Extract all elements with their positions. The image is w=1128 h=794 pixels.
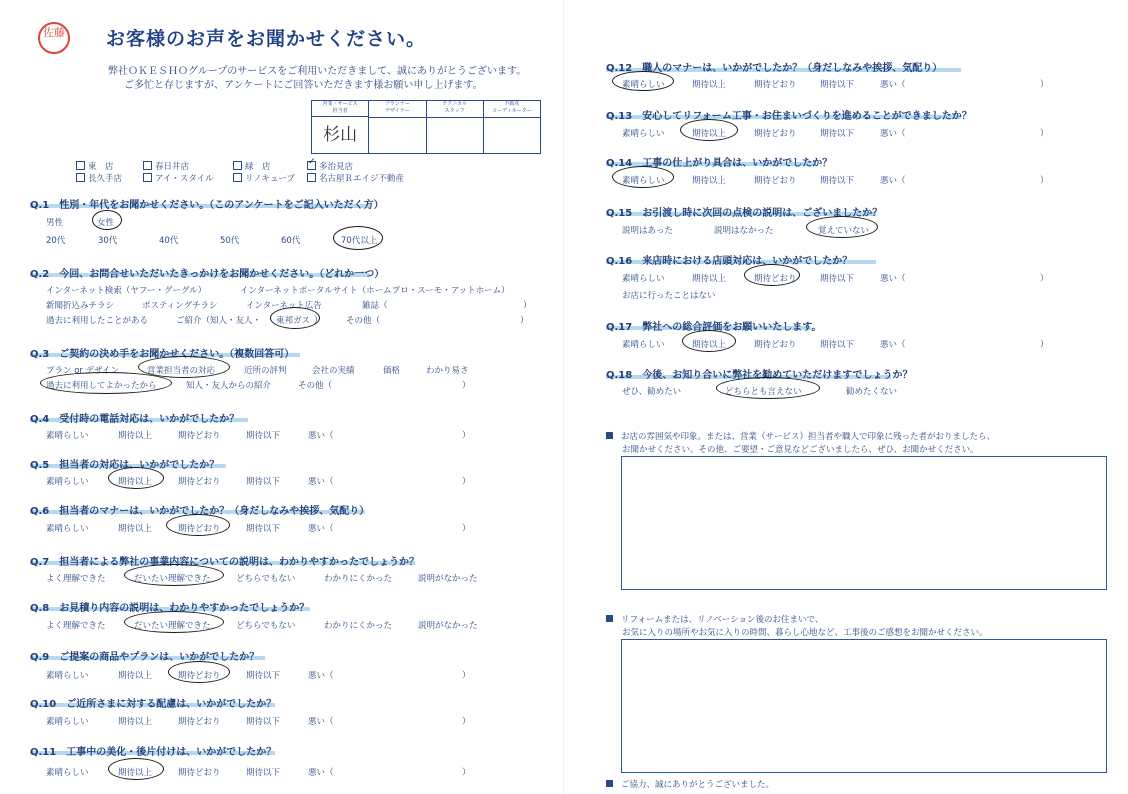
free-comment-2-line2: お気に入りの場所やお気に入りの時間、暮らし心地など、工事後のご感想をお聞かせください。: [622, 628, 988, 638]
rating-option[interactable]: 素晴らしい: [46, 717, 89, 727]
q1-age[interactable]: 30代: [98, 236, 118, 246]
checkbox-icon: [233, 173, 242, 182]
rating-option[interactable]: 期待以上: [118, 524, 153, 534]
staff-col-technical: [427, 101, 484, 153]
rating-option[interactable]: 期待以上: [692, 176, 727, 186]
intro-line-1: 弊社ＯＫＥＳＨＯグループのサービスをご利用いただきまして、誠にありがとうございます。: [108, 66, 527, 77]
store-option-selected[interactable]: [307, 160, 353, 172]
rating-option[interactable]: 期待どおり: [754, 176, 797, 186]
rating-paren: ）: [1040, 274, 1049, 284]
store-label: リノキューブ: [245, 174, 295, 184]
rating-option[interactable]: 期待以下: [820, 129, 855, 139]
rating-option[interactable]: 期待どおり: [754, 80, 797, 90]
free-comment-1-line1: お店の雰囲気や印象。または、営業（サービス）担当者や職人で印象に残った者がおりましたら、: [621, 432, 996, 442]
free-comment-2-line1: リフォームまたは、リノベーション後のお住まいで、: [621, 615, 824, 625]
rating-option-selected[interactable]: 期待どおり: [178, 524, 221, 534]
understand-option-selected[interactable]: だいたい理解できた: [134, 574, 211, 584]
answer-circle: [612, 166, 674, 188]
rating-option[interactable]: 期待以下: [246, 431, 281, 441]
free-comment-2-box[interactable]: [621, 639, 1107, 773]
rating-option[interactable]: 期待どおり: [178, 431, 221, 441]
staff-header: 営業・サービス 担当者: [312, 101, 368, 117]
question-q3: Q.3 ご契約の決め手をお聞かせください。（複数回答可）: [30, 349, 295, 360]
answer-circle: [744, 264, 800, 286]
rating-option[interactable]: 期待以上: [118, 431, 153, 441]
square-bullet-icon: [606, 615, 613, 622]
answer-circle: [124, 564, 224, 586]
q2-option[interactable]: ポスティングチラシ: [142, 301, 218, 311]
store-option[interactable]: [143, 160, 189, 172]
rating-option[interactable]: 期待以下: [820, 340, 855, 350]
free-comment-1-box[interactable]: [621, 456, 1107, 590]
rating-option[interactable]: 期待以上: [692, 274, 727, 284]
rating-option[interactable]: 期待以下: [820, 274, 855, 284]
store-label: アイ・スタイル: [155, 174, 214, 184]
q2-option[interactable]: 雑誌（: [362, 301, 388, 311]
answer-circle: [680, 119, 738, 141]
seal-stamp: 佐藤: [38, 22, 70, 54]
answer-circle: [92, 210, 122, 230]
understand-option[interactable]: どちらでもない: [236, 621, 296, 631]
answer-circle: [806, 216, 878, 238]
rating-option-selected[interactable]: 素晴らしい: [622, 80, 665, 90]
staff-col-sales: [312, 101, 369, 153]
rating-paren: ）: [462, 671, 471, 681]
answer-circle: [124, 611, 224, 633]
rating-option[interactable]: 悪い（: [308, 717, 334, 727]
rating-option[interactable]: 素晴らしい: [46, 524, 89, 534]
q2-option[interactable]: インターネットポータルサイト（ホームプロ・スーモ・アットホーム）: [240, 286, 510, 296]
store-label: 長久手店: [88, 174, 123, 184]
rating-option[interactable]: 期待どおり: [178, 768, 221, 778]
q15-option[interactable]: 説明はなかった: [714, 226, 774, 236]
store-label: 多治見店: [319, 162, 354, 172]
answer-circle: [108, 758, 164, 780]
rating-option[interactable]: 期待どおり: [754, 340, 797, 350]
q2-option[interactable]: その他（: [346, 316, 381, 326]
rating-option[interactable]: 期待以下: [246, 524, 281, 534]
q2-option[interactable]: 新聞折込みチラシ: [46, 301, 115, 311]
question-q5: Q.5 担当者の対応は、いかがでしたか？: [30, 460, 220, 471]
staff-name-technical: [427, 118, 483, 153]
rating-option[interactable]: 期待以上: [118, 717, 153, 727]
rating-option[interactable]: 期待以下: [246, 768, 281, 778]
q3-option[interactable]: プラン or デザイン: [46, 366, 120, 376]
staff-col-realestate: [484, 101, 540, 153]
rating-option[interactable]: 悪い（: [880, 129, 906, 139]
q15-option[interactable]: 説明はあった: [622, 226, 673, 236]
answer-circle: [270, 307, 320, 329]
page-title: お客様のお声をお聞かせください。: [106, 28, 427, 50]
rating-option[interactable]: 悪い（: [308, 671, 334, 681]
q2-option[interactable]: 過去に利用したことがある: [46, 316, 149, 326]
rating-option[interactable]: 素晴らしい: [46, 431, 89, 441]
staff-name-realestate: [484, 118, 540, 153]
q1-gender-female[interactable]: 女性: [97, 218, 115, 228]
square-bullet-icon: [606, 432, 613, 439]
free-comment-1-line2: お聞かせください。その他、ご要望・ご意見などございましたら、ぜひ、お聞かせください。: [622, 445, 979, 455]
rating-option[interactable]: 素晴らしい: [622, 129, 665, 139]
understand-option[interactable]: わかりにくかった: [324, 574, 393, 584]
rating-option[interactable]: 期待以下: [820, 80, 855, 90]
answer-circle: [168, 661, 230, 683]
store-label: 緑 店: [245, 162, 271, 172]
checkbox-icon: [143, 173, 152, 182]
question-q2: Q.2 今回、お問合せいただいたきっかけをお聞かせください。（どれか一つ）: [30, 269, 385, 280]
rating-option[interactable]: 期待以下: [246, 717, 281, 727]
store-label: 春日井店: [155, 162, 190, 172]
understand-option[interactable]: よく理解できた: [46, 621, 106, 631]
rating-option[interactable]: 悪い（: [308, 524, 334, 534]
rating-option-selected[interactable]: 期待どおり: [754, 274, 797, 284]
q18-option[interactable]: ぜひ、勧めたい: [622, 387, 682, 397]
rating-option[interactable]: 期待以下: [820, 176, 855, 186]
rating-option[interactable]: 悪い（: [308, 768, 334, 778]
q1-gender-male[interactable]: 男性: [46, 218, 64, 228]
answer-circle: [40, 372, 172, 394]
q3-option[interactable]: 知人・友人からの紹介: [186, 381, 272, 391]
rating-paren: ）: [1040, 340, 1049, 350]
q3-option-selected[interactable]: 営業担当者の対応: [147, 366, 216, 376]
answer-circle: [333, 226, 383, 250]
q2-paren: ）: [523, 301, 532, 311]
q2-option[interactable]: インターネット検索（ヤフー・グーグル）: [46, 286, 207, 296]
checkbox-checked-icon: [307, 161, 316, 170]
q1-age[interactable]: 40代: [159, 236, 179, 246]
q2-option[interactable]: ご紹介（知人・友人・: [176, 316, 262, 326]
store-option[interactable]: [143, 172, 214, 184]
question-q8: Q.8 お見積り内容の説明は、わかりやすかったでしょうか？: [30, 603, 310, 614]
store-option[interactable]: [233, 160, 271, 172]
question-q11: Q.11 工事中の美化・後片付けは、いかがでしたか？: [30, 747, 277, 758]
checkbox-icon: [143, 161, 152, 170]
free-comment-1-label: [606, 430, 995, 442]
staff-name-sales: 杉山: [323, 125, 358, 145]
q3-option[interactable]: 近所の評判: [244, 366, 287, 376]
rating-paren: ）: [1040, 80, 1049, 90]
footer-thanks: [606, 778, 774, 790]
q3-paren: ）: [462, 381, 471, 391]
store-label: 東 店: [88, 162, 114, 172]
store-option[interactable]: [307, 172, 404, 184]
q15-option-selected[interactable]: 覚えていない: [818, 226, 870, 236]
store-option[interactable]: [76, 160, 114, 172]
answer-circle: [166, 514, 230, 536]
question-q17: Q.17 弊社への総合評価をお願いいたします。: [606, 322, 822, 333]
q16-not-visited[interactable]: お店に行ったことはない: [622, 291, 716, 301]
store-option[interactable]: [76, 172, 122, 184]
rating-option[interactable]: 期待以下: [246, 477, 281, 487]
rating-option-selected[interactable]: 期待どおり: [178, 671, 221, 681]
rating-option-selected[interactable]: 期待以上: [118, 477, 153, 487]
staff-name-planner: [369, 118, 425, 153]
rating-option-selected[interactable]: 期待以上: [118, 768, 153, 778]
rating-option[interactable]: 悪い（: [880, 274, 906, 284]
rating-option[interactable]: 悪い（: [308, 477, 334, 487]
q1-age[interactable]: 50代: [220, 236, 240, 246]
question-q14: Q.14 工事の仕上がり具合は、いかがでしたか？: [606, 158, 833, 169]
square-bullet-icon: [606, 780, 613, 787]
rating-option[interactable]: 素晴らしい: [46, 477, 89, 487]
q3-option[interactable]: 価格: [383, 366, 401, 376]
rating-option[interactable]: 期待どおり: [754, 129, 797, 139]
rating-option[interactable]: 期待どおり: [178, 477, 221, 487]
rating-paren: ）: [462, 524, 471, 534]
question-q16: Q.16 来店時における店頭対応は、いかがでしたか？: [606, 256, 853, 267]
checkbox-icon: [76, 173, 85, 182]
staff-header: テクニカル スタッフ: [427, 101, 483, 118]
q3-option-selected[interactable]: 過去に利用してよかったから: [46, 381, 157, 391]
checkbox-icon: [233, 161, 242, 170]
understand-option[interactable]: どちらでもない: [236, 574, 296, 584]
rating-option-selected[interactable]: 素晴らしい: [622, 176, 665, 186]
rating-option[interactable]: 素晴らしい: [622, 274, 665, 284]
rating-option[interactable]: 期待どおり: [178, 717, 221, 727]
store-option[interactable]: [233, 172, 295, 184]
rating-option[interactable]: 期待以上: [692, 80, 727, 90]
question-q10: Q.10 ご近所さまに対する配慮は、いかがでしたか？: [30, 699, 277, 710]
answer-circle: [682, 330, 736, 352]
rating-option[interactable]: 悪い（: [880, 340, 906, 350]
question-q6: Q.6 担当者のマナーは、いかがでしたか？（身だしなみや挨拶、気配り）: [30, 506, 370, 517]
rating-option[interactable]: 悪い（: [880, 176, 906, 186]
question-q12: Q.12 職人のマナーは、いかがでしたか？（身だしなみや挨拶、気配り）: [606, 63, 943, 74]
free-comment-2-label: [606, 613, 823, 625]
store-label: 名古屋Ｒエイジ不動産: [319, 174, 405, 184]
rating-option[interactable]: 期待以下: [246, 671, 281, 681]
rating-option-selected[interactable]: 期待以上: [692, 129, 727, 139]
question-q4: Q.4 受付時の電話対応は、いかがでしたか？: [30, 414, 240, 425]
checkbox-icon: [76, 161, 85, 170]
staff-table: [311, 100, 541, 154]
rating-paren: ）: [462, 768, 471, 778]
q2-paren: ）: [314, 316, 323, 326]
q1-age[interactable]: 60代: [281, 236, 301, 246]
rating-option[interactable]: 期待以上: [118, 671, 153, 681]
rating-option[interactable]: 素晴らしい: [46, 768, 89, 778]
rating-paren: ）: [1040, 129, 1049, 139]
rating-paren: ）: [462, 431, 471, 441]
understand-option[interactable]: 説明がなかった: [418, 621, 478, 631]
rating-paren: ）: [462, 717, 471, 727]
q1-age[interactable]: 20代: [46, 236, 66, 246]
question-q1: Q.1 性別・年代をお聞かせください。（このアンケートをご記入いただく方）: [30, 200, 384, 211]
staff-header: 不動産 コーディネーター: [484, 101, 540, 118]
intro-line-2: ご多忙と存じますが、アンケートにご回答いただきます様お願い申し上げます。: [124, 80, 483, 91]
staff-header: プランナー デザイナー: [369, 101, 425, 118]
understand-option-selected[interactable]: だいたい理解できた: [134, 621, 211, 631]
rating-option-selected[interactable]: 期待以上: [692, 340, 727, 350]
question-q15: Q.15 お引渡し時に次回の点検の説明は、ございましたか？: [606, 208, 883, 219]
q2-option[interactable]: インターネット広告: [246, 301, 322, 311]
rating-option[interactable]: 素晴らしい: [46, 671, 89, 681]
q1-age-selected[interactable]: 70代以上: [341, 236, 378, 246]
question-q13: Q.13 安心してリフォーム工事・お住まいづくりを進めることができましたか？: [606, 111, 972, 122]
answer-circle: [612, 71, 674, 91]
answer-circle: [716, 377, 820, 399]
q18-option-selected[interactable]: どちらとも言えない: [725, 387, 802, 397]
understand-option[interactable]: 説明がなかった: [418, 574, 478, 584]
question-q7: Q.7 担当者による弊社の事業内容についての説明は、わかりやすかったでしょうか？: [30, 557, 420, 568]
understand-option[interactable]: わかりにくかった: [324, 621, 393, 631]
q3-option[interactable]: わかり易さ: [426, 366, 469, 376]
checkbox-icon: [307, 173, 316, 182]
rating-paren: ）: [462, 477, 471, 487]
answer-circle: [108, 467, 164, 489]
question-q18: Q.18 今後、お知り合いに弊社を勧めていただけますでしょうか？: [606, 370, 913, 381]
page-fold-divider: [563, 0, 564, 794]
staff-col-planner: [369, 101, 426, 153]
rating-option[interactable]: 悪い（: [308, 431, 334, 441]
question-q9: Q.9 ご提案の商品やプランは、いかがでしたか？: [30, 652, 260, 663]
q2-paren: ）: [520, 316, 529, 326]
q3-option[interactable]: その他（: [298, 381, 333, 391]
q18-option[interactable]: 勧めたくない: [846, 387, 898, 397]
footer-text: ご協力、誠にありがとうございました。: [621, 780, 775, 790]
rating-paren: ）: [1040, 176, 1049, 186]
understand-option[interactable]: よく理解できた: [46, 574, 106, 584]
q3-option[interactable]: 会社の実績: [312, 366, 355, 376]
rating-option[interactable]: 素晴らしい: [622, 340, 665, 350]
rating-option[interactable]: 悪い（: [880, 80, 906, 90]
q2-referral-value: 東邦ガス: [276, 316, 311, 326]
